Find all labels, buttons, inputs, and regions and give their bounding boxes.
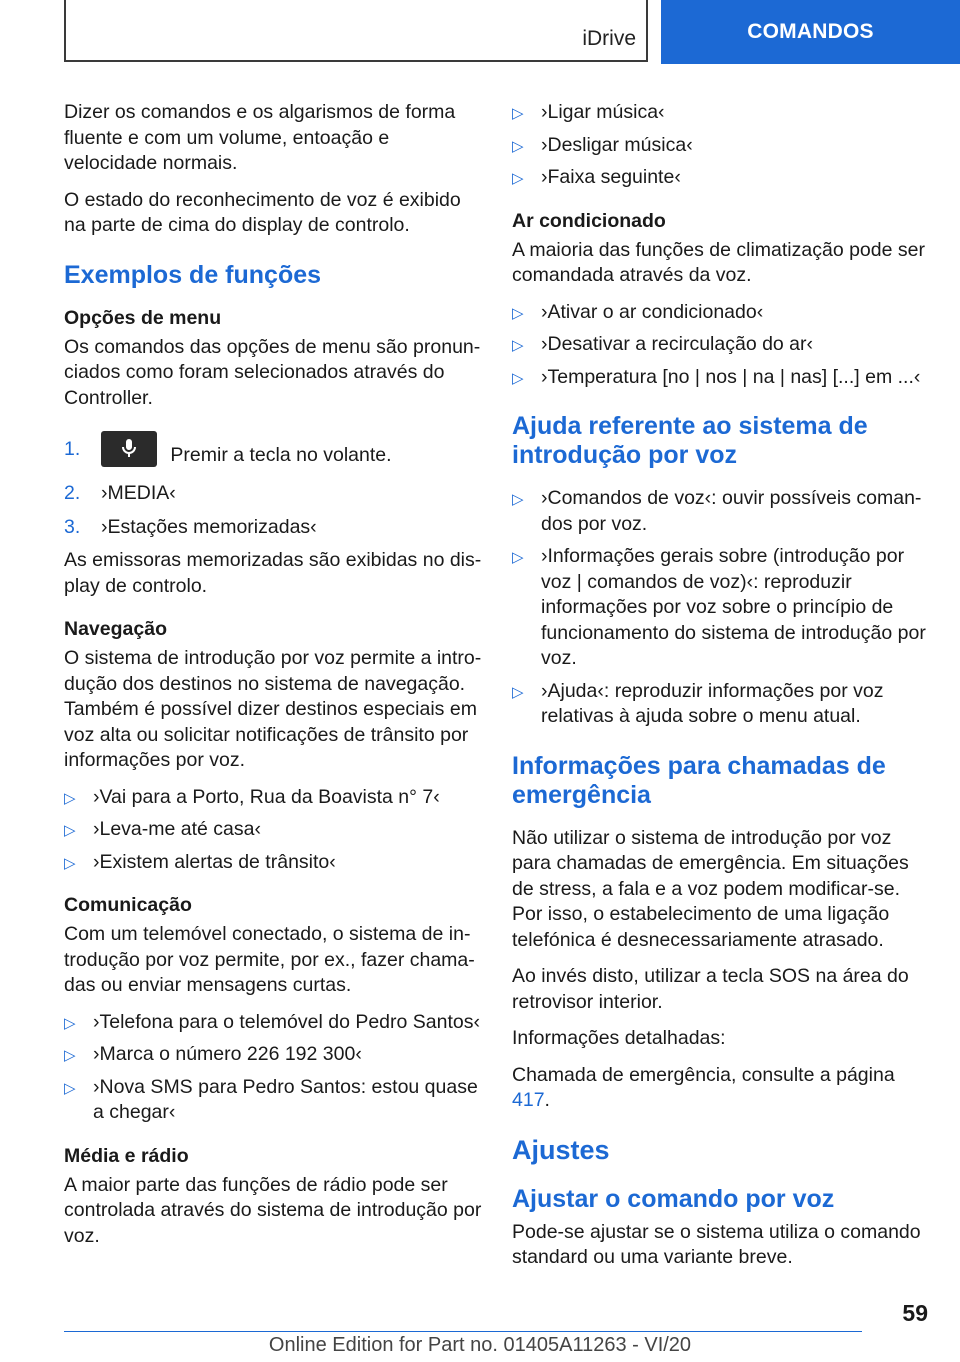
triangle-bullet-icon: ▷ bbox=[64, 1014, 76, 1032]
step-text: Premir a tecla no volante. bbox=[170, 444, 392, 466]
emergencia-paragraph-4 bbox=[512, 1063, 930, 1114]
list-item-text: ›Marca o número 226 192 300‹ bbox=[93, 1043, 362, 1065]
list-item-text: ›Temperatura [no | nos | na | nas] [...] em ...‹ bbox=[541, 365, 921, 388]
heading-navegacao: Navegação bbox=[64, 618, 167, 640]
triangle-bullet-icon: ▷ bbox=[512, 491, 524, 508]
footer-divider bbox=[64, 1331, 862, 1332]
list-item-text: ›Faixa seguinte‹ bbox=[541, 166, 681, 188]
emergencia-paragraph-1: Não utilizar o sistema de introdução por voz para chamadas de emergência. Em situações de stress, a fala e a voz podem modificar-se. Por isso, o estabelecimento de uma ligação telefónica é desnecessariamente atrasado. bbox=[512, 826, 909, 951]
list-item bbox=[512, 544, 930, 672]
page-number: 59 bbox=[902, 1300, 928, 1326]
list-item bbox=[512, 100, 930, 126]
comunicacao-list bbox=[64, 1010, 484, 1126]
heading-ar-condicionado: Ar condicionado bbox=[512, 209, 666, 232]
step-item bbox=[64, 481, 484, 507]
list-item-text: ›Desativar a recirculação do ar‹ bbox=[541, 333, 814, 355]
comunicacao-paragraph: Com um telemóvel conectado, o sistema de introdução por voz permite, por ex., fazer chamadas ou enviar mensagens curtas. bbox=[64, 923, 475, 996]
intro-paragraph-2: O estado do reconhecimento de voz é exibido na parte de cima do display de controlo. bbox=[64, 188, 461, 236]
triangle-bullet-icon: ▷ bbox=[64, 789, 76, 807]
list-item bbox=[64, 1010, 484, 1036]
triangle-bullet-icon: ▷ bbox=[512, 105, 524, 122]
list-item-text: ›Telefona para o telemóvel do Pedro Santos‹ bbox=[93, 1010, 480, 1033]
list-item-text: ›Existem alertas de trânsito‹ bbox=[93, 850, 336, 873]
step-text: ›Estações memorizadas‹ bbox=[101, 515, 317, 538]
triangle-bullet-icon: ▷ bbox=[64, 822, 76, 839]
crossref-suffix: . bbox=[544, 1089, 550, 1111]
step-item bbox=[64, 431, 484, 473]
triangle-bullet-icon: ▷ bbox=[512, 683, 524, 701]
list-item bbox=[64, 785, 484, 811]
triangle-bullet-icon: ▷ bbox=[64, 1047, 76, 1064]
header-frame bbox=[64, 0, 648, 62]
list-item bbox=[512, 133, 930, 159]
steps-list bbox=[64, 431, 484, 540]
list-item-text: ›Ajuda‹: reproduzir informações por voz relativas à ajuda sobre o menu atual. bbox=[541, 679, 884, 727]
header-section-label: iDrive bbox=[582, 27, 636, 50]
media-paragraph: A maior parte das funções de rádio pode ser controlada através do sistema de introdução por voz. bbox=[64, 1173, 482, 1247]
heading-emergencia: Informações para chamadas de emergência bbox=[512, 751, 886, 809]
list-item bbox=[64, 817, 484, 843]
footer-edition: Online Edition for Part no. 01405A11263 - VI/20 bbox=[268, 1334, 692, 1356]
step-number: 2. bbox=[64, 482, 81, 504]
crossref-text: Chamada de emergência, consulte a página bbox=[512, 1063, 895, 1086]
ar-paragraph: A maioria das funções de climatização pode ser comandada através da voz. bbox=[512, 238, 925, 286]
left-column bbox=[64, 100, 484, 1260]
triangle-bullet-icon: ▷ bbox=[512, 304, 524, 322]
page-link[interactable]: 417 bbox=[512, 1089, 545, 1111]
heading-opcoes-menu: Opções de menu bbox=[64, 306, 222, 329]
media-list bbox=[512, 100, 930, 191]
list-item bbox=[64, 850, 484, 876]
list-item-text: ›Ligar música‹ bbox=[541, 101, 665, 123]
triangle-bullet-icon: ▷ bbox=[64, 1079, 76, 1097]
heading-ajustes: Ajustes bbox=[512, 1134, 610, 1165]
triangle-bullet-icon: ▷ bbox=[64, 854, 76, 872]
list-item-text: ›Comandos de voz‹: ouvir possíveis comandos por voz. bbox=[541, 487, 922, 535]
step-text: ›MEDIA‹ bbox=[101, 482, 176, 504]
triangle-bullet-icon: ▷ bbox=[512, 549, 524, 566]
list-item bbox=[512, 332, 930, 358]
list-item bbox=[512, 679, 930, 730]
list-item bbox=[512, 486, 930, 537]
emergencia-paragraph-3: Informações detalhadas: bbox=[512, 1027, 726, 1049]
triangle-bullet-icon: ▷ bbox=[512, 170, 524, 187]
emissoras-paragraph: As emissoras memorizadas são exibidas no display de controlo. bbox=[64, 549, 482, 597]
right-column bbox=[512, 100, 930, 1282]
ajustar-paragraph: Pode-se ajustar se o sistema utiliza o comando standard ou uma variante breve. bbox=[512, 1220, 921, 1268]
list-item bbox=[512, 300, 930, 326]
intro-paragraph-1: Dizer os comandos e os algarismos de forma fluente e com um volume, entoação e velocidade normais. bbox=[64, 101, 456, 174]
voice-button-image bbox=[101, 431, 157, 467]
navegacao-list bbox=[64, 785, 484, 876]
header-chapter-label: COMANDOS bbox=[747, 20, 874, 43]
step-number: 3. bbox=[64, 515, 81, 538]
list-item-text: ›Informações gerais sobre (introdução por voz | comandos de voz)‹: reproduzir informações por voz sobre o princípio de funcionamento do sistema de introdução por voz. bbox=[541, 545, 926, 669]
emergencia-paragraph-2: Ao invés disto, utilizar a tecla SOS na área do retrovisor interior. bbox=[512, 965, 909, 1013]
opcoes-paragraph: Os comandos das opções de menu são pronunciados como foram selecionados através do Controller. bbox=[64, 335, 481, 409]
list-item-text: ›Desligar música‹ bbox=[541, 133, 693, 156]
header-chapter-tab bbox=[661, 0, 960, 64]
heading-comunicacao: Comunicação bbox=[64, 894, 192, 916]
list-item bbox=[512, 165, 930, 191]
list-item bbox=[512, 365, 930, 391]
list-item-text: ›Vai para a Porto, Rua da Boavista n° 7‹ bbox=[93, 785, 440, 808]
heading-exemplos: Exemplos de funções bbox=[64, 260, 322, 289]
list-item bbox=[64, 1075, 484, 1126]
step-number: 1. bbox=[64, 438, 81, 460]
heading-ajuda: Ajuda referente ao sistema de introdução por voz bbox=[512, 412, 868, 469]
list-item-text: ›Ativar o ar condicionado‹ bbox=[541, 300, 764, 323]
step-item bbox=[64, 515, 484, 541]
list-item-text: ›Leva-me até casa‹ bbox=[93, 818, 261, 840]
triangle-bullet-icon: ▷ bbox=[512, 137, 524, 155]
triangle-bullet-icon: ▷ bbox=[512, 337, 524, 354]
ar-list bbox=[512, 300, 930, 391]
heading-media-radio: Média e rádio bbox=[64, 1144, 189, 1167]
triangle-bullet-icon: ▷ bbox=[512, 369, 524, 387]
microphone-icon bbox=[119, 438, 139, 460]
list-item-text: ›Nova SMS para Pedro Santos: estou quase a chegar‹ bbox=[93, 1075, 478, 1123]
navegacao-paragraph: O sistema de introdução por voz permite a introdução dos destinos no sistema de navegação. Também é possível dizer destinos especiais em voz alta ou solicitar notificações de trânsito por informações por voz. bbox=[64, 647, 482, 771]
ajuda-list bbox=[512, 486, 930, 730]
list-item bbox=[64, 1042, 484, 1068]
heading-ajustar-comando: Ajustar o comando por voz bbox=[512, 1184, 835, 1213]
